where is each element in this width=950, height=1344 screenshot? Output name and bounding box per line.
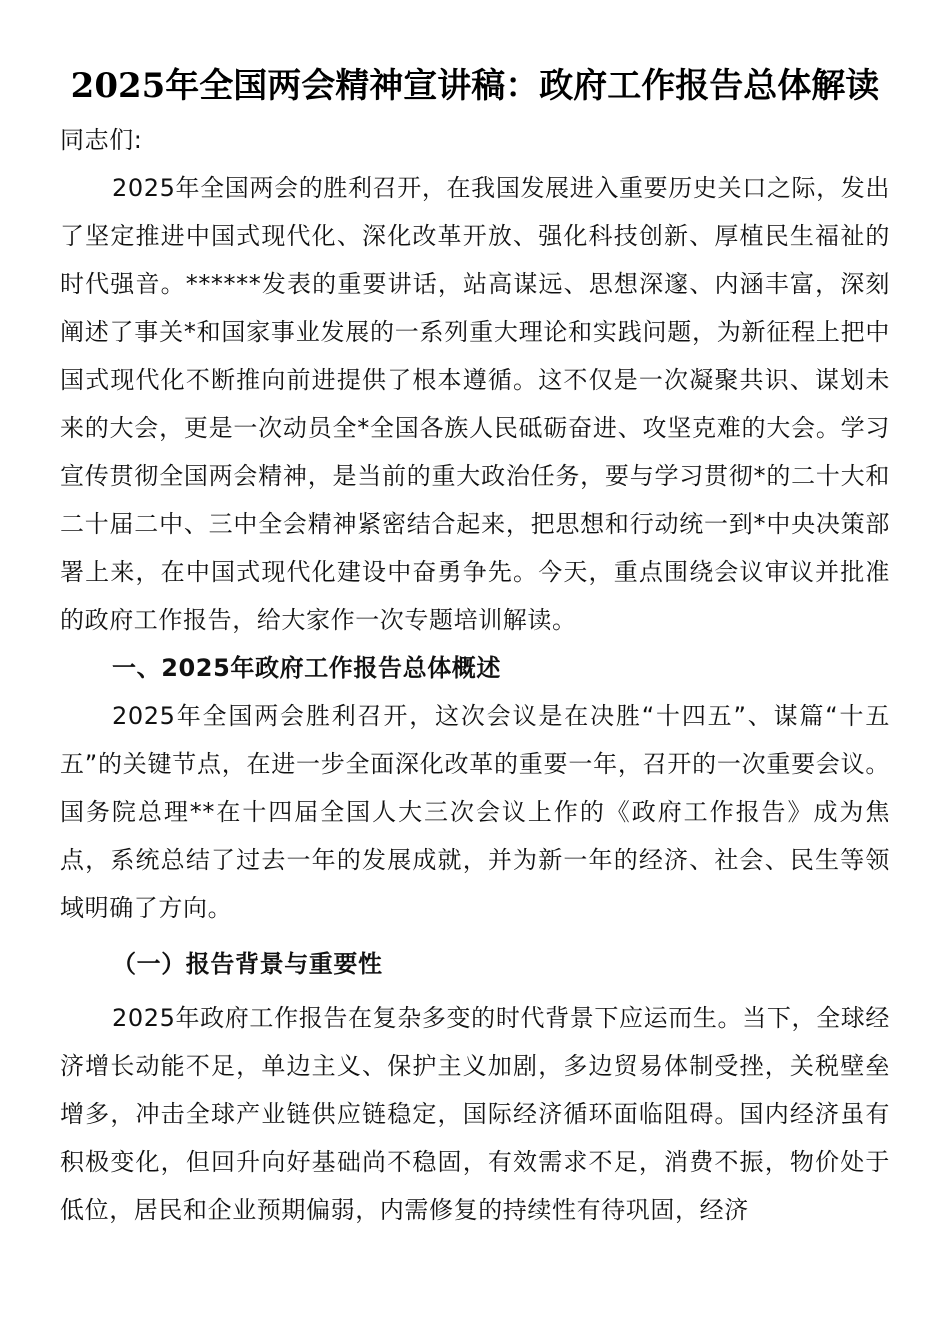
salutation: 同志们:: [60, 126, 143, 154]
background-paragraph: 2025年政府工作报告在复杂多变的时代背景下应运而生。当下，全球经济增长动能不足，单边主义、保护主义加剧，多边贸易体制受挫，关税壁垒增多，冲击全球产业链供应链稳定，国际经济循环面临阻碍。国内经济虽有积极变化，但回升向好基础尚不稳固，有效需求不足，消费不振，物价处于低位，居民和企业预期偏弱，内需修复的持续性有待巩固，经济: [60, 1004, 890, 1224]
document-page: [60, 62, 890, 1234]
intro-paragraph: 2025年全国两会的胜利召开，在我国发展进入重要历史关口之际，发出了坚定推进中国式现代化、深化改革开放、强化科技创新、厚植民生福祉的时代强音。******发表的重要讲话，站高谋远、思想深邃、内涵丰富，深刻阐述了事关*和国家事业发展的一系列重大理论和实践问题，为新征程上把中国式现代化不断推向前进提供了根本遵循。这不仅是一次凝聚共识、谋划未来的大会，更是一次动员全*全国各族人民砥砺奋进、攻坚克难的大会。学习宣传贯彻全国两会精神，是当前的重大政治任务，要与学习贯彻*的二十大和二十届二中、三中全会精神紧密结合起来，把思想和行动统一到*中央决策部署上来，在中国式现代化建设中奋勇争先。今天，重点围绕会议审议并批准的政府工作报告，给大家作一次专题培训解读。: [60, 174, 890, 634]
overview-paragraph: 2025年全国两会胜利召开，这次会议是在决胜“十四五”、谋篇“十五五”的关键节点，在进一步全面深化改革的重要一年，召开的一次重要会议。国务院总理**在十四届全国人大三次会议上作的《政府工作报告》成为焦点，系统总结了过去一年的发展成就，并为新一年的经济、社会、民生等领域明确了方向。: [60, 702, 890, 922]
section-heading-overview: 一、2025年政府工作报告总体概述: [112, 654, 501, 682]
subsection-heading-background: （一）报告背景与重要性: [112, 950, 383, 978]
document-title: 2025年全国两会精神宣讲稿：政府工作报告总体解读: [70, 66, 880, 106]
